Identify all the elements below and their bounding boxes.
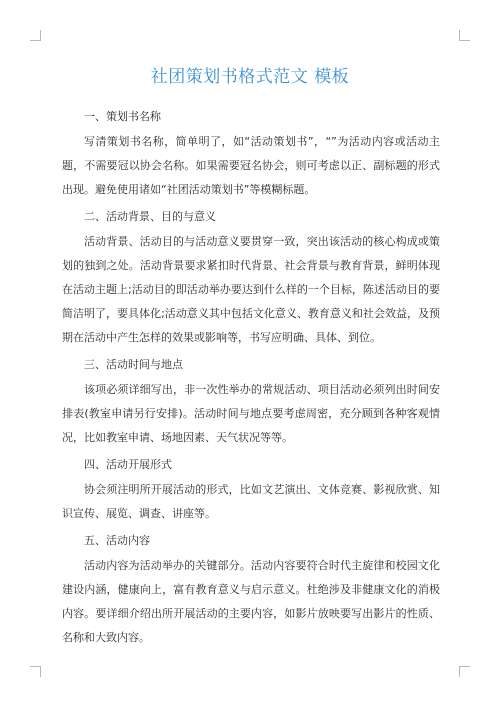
section-heading: 五、活动内容 <box>84 534 150 547</box>
document-body <box>62 105 440 653</box>
section-heading: 四、活动开展形式 <box>84 458 172 471</box>
crop-mark-top-right <box>459 30 470 41</box>
document-title: 社团策划书格式范文 模板 <box>150 67 350 87</box>
crop-mark-bottom-left <box>30 666 41 677</box>
section-paragraph: 活动背景、活动目的与活动意义要贯穿一致，突出该活动的核心构成或策划的独到之处。活动背景要求紧扣时代背景、社会背景与教育背景，鲜明体现在活动主题上;活动目的即活动举办要达到什么样的一个目标，陈述活动目的要简洁明了，要具体化;活动意义其中包括文化意义、教育意义和社会效益，及预期在活动中产生怎样的效果或影响等，书写应明确、具体、到位。 <box>62 235 440 344</box>
section-heading: 三、活动时间与地点 <box>84 358 183 371</box>
section-paragraph: 该项必须详细写出，非一次性举办的常规活动、项目活动必须列出时间安排表(教室申请另行安排)。活动时间与地点要考虑周密，充分顾到各种客观情况，比如教室申请、场地因素、天气状况等等。 <box>62 383 440 444</box>
section-1 <box>62 105 440 202</box>
section-4 <box>62 453 440 526</box>
section-2 <box>62 205 440 350</box>
section-heading: 一、策划书名称 <box>84 110 161 123</box>
section-paragraph: 写清策划书名称，简单明了，如“活动策划书”，“”为活动内容或活动主题，不需要冠以协会名称。如果需要冠名协会，则可考虑以正、副标题的形式出现。避免使用诸如“社团活动策划书”等模糊标题。 <box>62 135 440 196</box>
section-3 <box>62 353 440 450</box>
section-paragraph: 活动内容为活动举办的关键部分。活动内容要符合时代主旋律和校园文化建设内涵，健康向上，富有教育意义与启示意义。杜绝涉及非健康文化的消极内容。要详细介绍出所开展活动的主要内容，如影片放映要写出影片的性质、名称和大致内容。 <box>62 559 440 644</box>
section-paragraph: 协会须注明所开展活动的形式，比如文艺演出、文体竞赛、影视欣赏、知识宣传、展览、调查、讲座等。 <box>62 483 440 520</box>
section-heading: 二、活动背景、目的与意义 <box>84 210 216 223</box>
crop-mark-bottom-right <box>459 666 470 677</box>
crop-mark-top-left <box>30 30 41 41</box>
section-5 <box>62 529 440 650</box>
